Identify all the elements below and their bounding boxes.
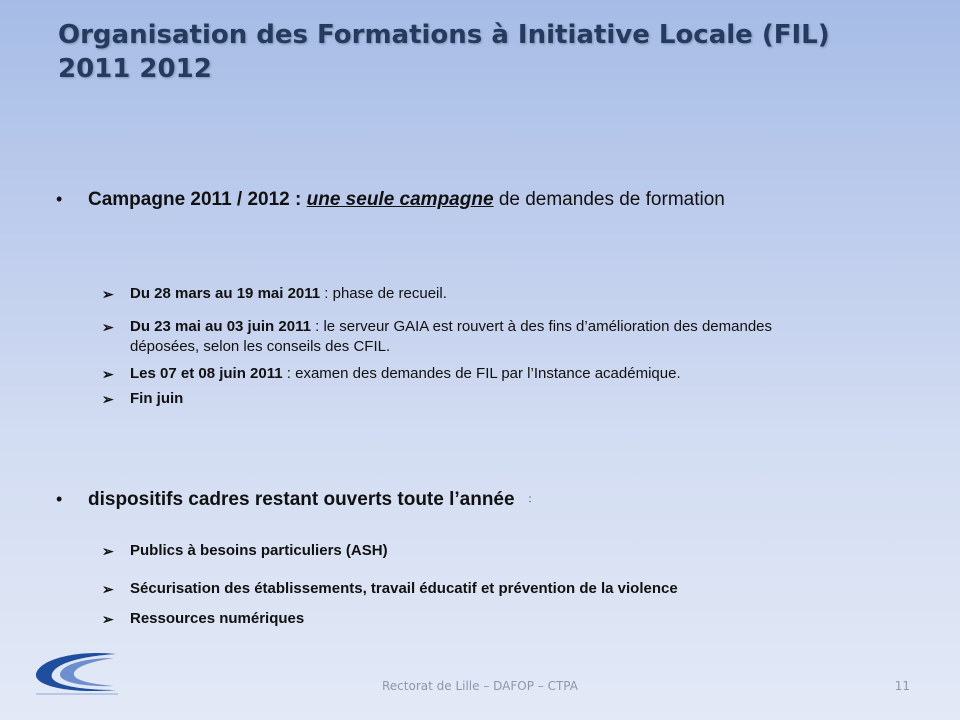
item-text: Sécurisation des établissements, travail éducatif et prévention de la violence — [130, 580, 678, 597]
arrow-bullet-icon: ➢ — [102, 581, 114, 597]
list-item — [104, 579, 844, 599]
bullet-dot: • — [56, 489, 63, 509]
arrow-bullet-icon: ➢ — [102, 543, 114, 559]
list-item — [104, 317, 844, 357]
item-text: : phase de recueil. — [320, 285, 447, 302]
arrow-bullet-icon: ➢ — [102, 391, 114, 407]
item-date: Du 28 mars au 19 mai 2011 — [130, 285, 321, 302]
item-date: Fin juin — [130, 390, 184, 407]
list-item — [104, 364, 844, 384]
title-line-2: 2011 2012 — [58, 54, 212, 84]
footer-text: Rectorat de Lille – DAFOP – CTPA — [382, 679, 578, 693]
arrow-bullet-icon: ➢ — [102, 366, 114, 382]
dispositifs-colon: : — [528, 493, 532, 505]
item-date: Les 07 et 08 juin 2011 — [130, 365, 283, 382]
dispositifs-label: dispositifs cadres restant ouverts toute l’année — [88, 489, 515, 510]
item-text: Ressources numériques — [130, 610, 305, 627]
campaign-rest: de demandes de formation — [498, 189, 725, 210]
item-text: : le serveur GAIA est rouvert à des fins d’amélioration des demandes déposées, selon les conseils des CFIL. — [130, 318, 773, 355]
campaign-bullet — [56, 187, 725, 212]
list-item — [104, 284, 844, 304]
slide-title — [58, 18, 918, 86]
item-text: Publics à besoins particuliers (ASH) — [130, 542, 388, 559]
item-text: : examen des demandes de FIL par l’Instance académique. — [282, 365, 681, 382]
bullet-dot: • — [56, 189, 63, 209]
list-item — [104, 541, 844, 561]
arrow-bullet-icon: ➢ — [102, 611, 114, 627]
list-item — [104, 389, 844, 409]
campaign-label: Campagne 2011 / 2012 : — [88, 189, 302, 210]
arrow-bullet-icon: ➢ — [102, 286, 114, 302]
page-number: 11 — [894, 679, 910, 693]
item-date: Du 23 mai au 03 juin 2011 — [130, 318, 311, 335]
campaign-emphasis: une seule campagne — [306, 189, 494, 210]
title-line-1: Organisation des Formations à Initiative Locale (FIL) — [58, 20, 830, 50]
list-item — [104, 609, 844, 629]
dispositifs-bullet — [56, 487, 531, 512]
arrow-bullet-icon: ➢ — [102, 319, 114, 335]
